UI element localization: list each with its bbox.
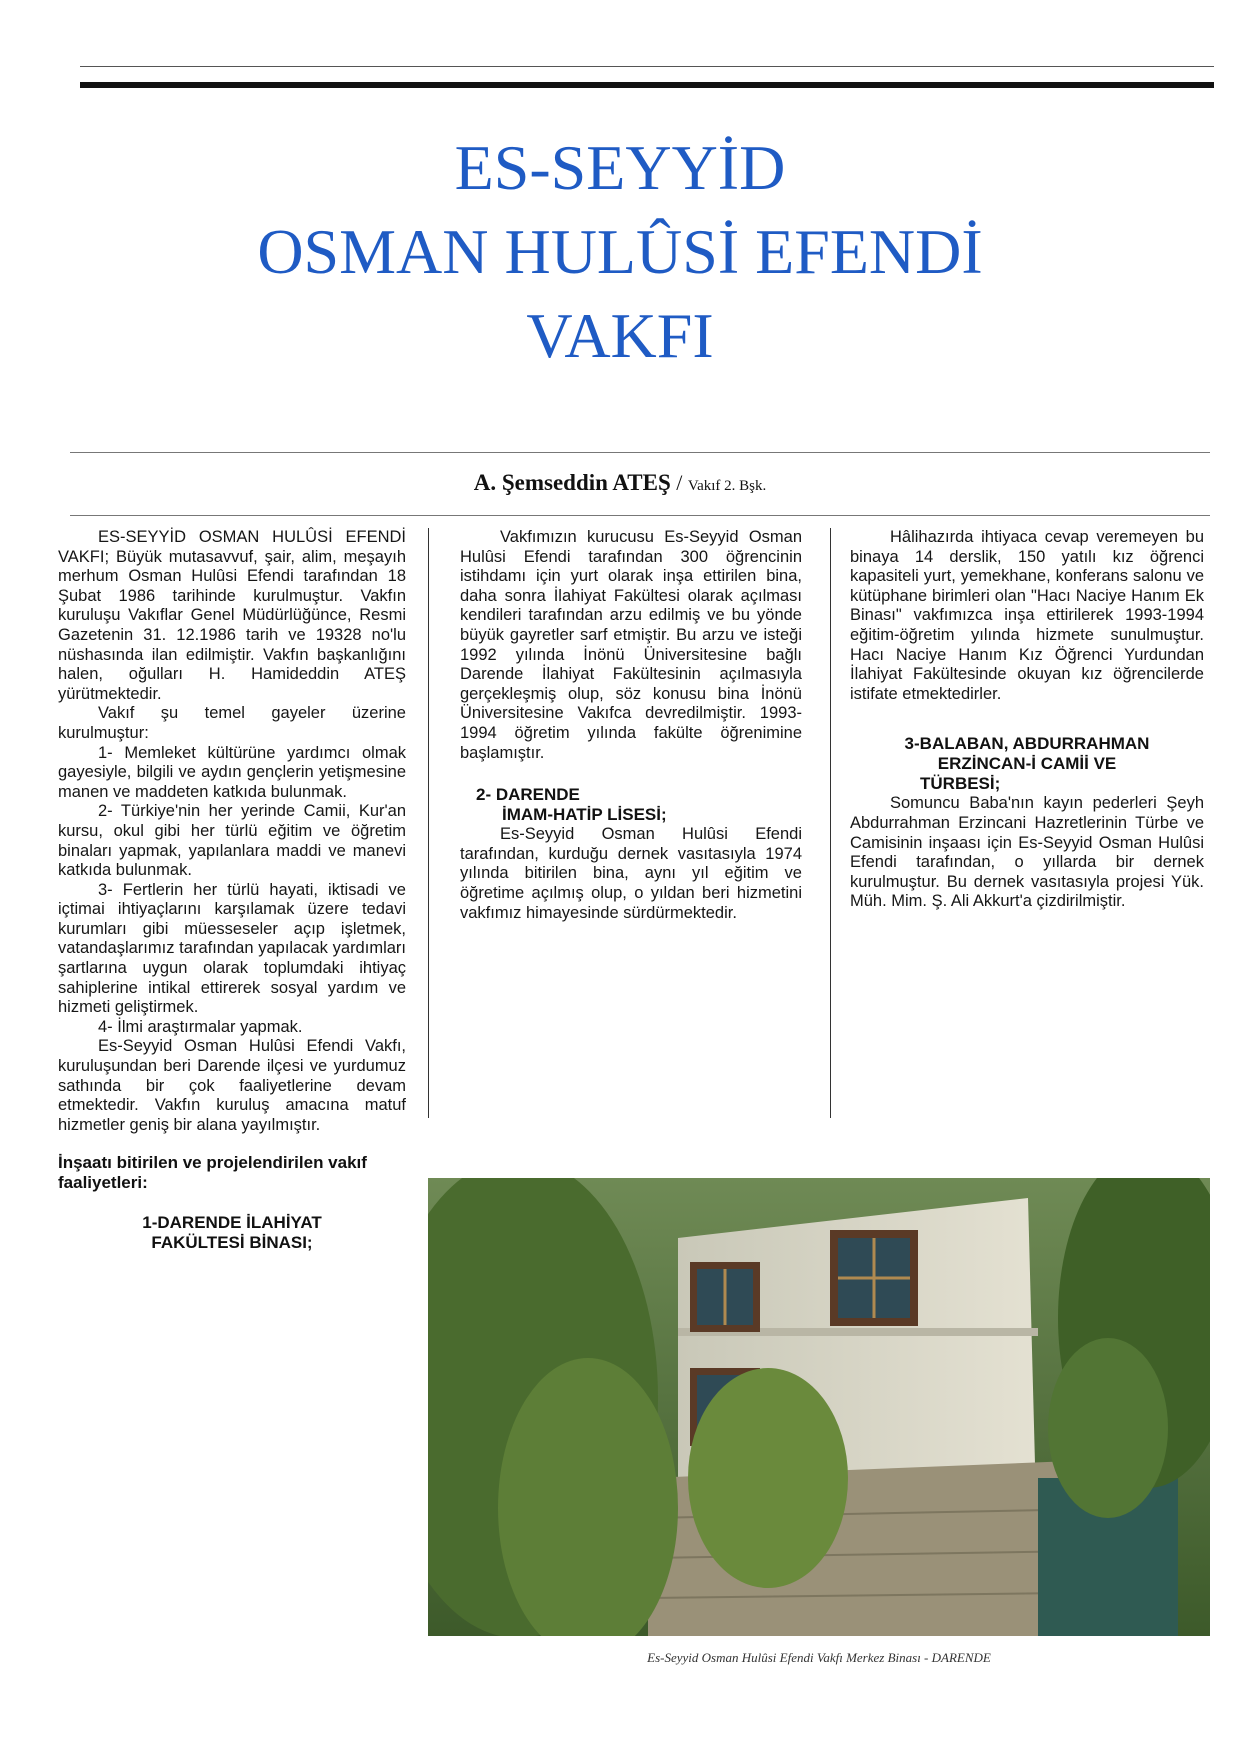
col3-heading-3: TÜRBESİ; <box>920 774 1001 794</box>
col3-heading-2: ERZİNCAN-İ CAMİİ VE <box>937 754 1117 774</box>
col1-heading-faculty-2: FAKÜLTESİ BİNASI; <box>151 1233 313 1253</box>
col1-paragraph: 1- Memleket kültürüne yardımcı olmak gayesiyle, bilgili ve aydın gençlerin yetişmesine manen ve maddeten katkıda bulunmak. <box>58 743 406 801</box>
column-1 <box>58 528 406 1253</box>
col2-heading-1: 2- DARENDE <box>476 785 580 805</box>
photo-caption: Es-Seyyid Osman Hulûsi Efendi Vakfı Merkez Binası - DARENDE <box>647 1650 991 1665</box>
col1-paragraph: 3- Fertlerin her türlü hayati, iktisadi ve içtimai ihtiyaçlarını karşılamak üzere tedavi kurumları gibi müesseseler açıp işletmek, vatandaşlarımız tarafından yapılacak yardımları şartlarına uygun olarak toplumdaki ihtiyaç sahiplerine intikal ettirerek sosyal yardım ve hizmeti geliştirmek. <box>58 880 406 1017</box>
title-line-1: ES-SEYYİD <box>454 132 786 203</box>
col2-paragraph: Vakfımızın kurucusu Es-Seyyid Osman Hulûsi Efendi tarafından 300 öğrencinin istihdamı için yurt olarak inşa ettirilen bina, daha sonra İlahiyat Fakültesi olarak açılması kendileri tarafından arzu edilmiş ve bu yönde büyük gayretler sarf etmiştir. Bu arzu ve isteği 1992 yılında İnönü Üniversitesine bağlı Darende İlahiyat Fakültesinin açılmasıyla gerçekleşmiş olup, söz konusu bina İnönü Üniversitesine Vakıfca devredilmiştir. 1993-1994 öğretim yılında fakülte öğrenimine başlamıştır. <box>460 528 802 762</box>
title-rule <box>70 452 1210 453</box>
author-name: A. Şemseddin ATEŞ <box>473 470 671 495</box>
col1-paragraph: Es-Seyyid Osman Hulûsi Efendi Vakfı, kuruluşundan beri Darende ilçesi ve yurdumuz sathında bir çok faaliyetlerine devam etmektedir. Vakfın kuruluş amacına matuf hizmetler geniş bir alana yayılmıştır. <box>58 1037 406 1134</box>
col3-paragraph: Hâlihazırda ihtiyaca cevap veremeyen bu binaya 14 derslik, 150 yatılı kız öğrenci kapasiteli yurt, yemekhane, konferans salonu ve kütüphane birimleri olan "Hacı Naciye Hanım Ek Binası" vakfımızca inşa ettirilerek 1993-1994 eğitim-öğretim yılında hizmete sunulmuştur. Hacı Naciye Hanım Kız Öğrenci Yurdundan İlahiyat Fakültesinde okuyan kız öğrencilerde istifate etmektedirler. <box>850 528 1204 703</box>
column-2 <box>460 528 802 923</box>
col1-paragraph: 2- Türkiye'nin her yerinde Camii, Kur'an kursu, okul gibi her türlü eğitim ve öğretim binaları yapmak, yapılanlara maddi ve manevi katkıda bulunmak. <box>58 802 406 880</box>
window-upper-left <box>690 1262 760 1332</box>
author-role: Vakıf 2. Bşk. <box>687 478 767 494</box>
byline <box>0 470 1240 496</box>
column-3 <box>850 528 1204 912</box>
col3-paragraph: Somuncu Baba'nın kayın pederleri Şeyh Abdurrahman Erzincani Hazretlerinin Türbe ve Camisinin inşaası için Es-Seyyid Osman Hulûsi Efendi tarafından, o yıllarda bir dernek kurulmuştur. Bu dernek vasıtasıyla projesi Yük. Müh. Mim. Ş. Ali Akkurt'a çizdirilmiştir. <box>850 794 1204 911</box>
tree-middle <box>688 1368 848 1588</box>
col1-paragraph: ES-SEYYİD OSMAN HULÛSİ EFENDİ VAKFI; Büyük mutasavvuf, şair, alim, meşayıh merhum Osman Hulûsi Efendi tarafından 18 Şubat 1986 tarihinde kurulmuştur. Vakfın kuruluşu Vakıflar Genel Müdürlüğünce, Resmi Gazetenin 31. 12.1986 tarih ve 19328 no'lu nüshasında ilan edilmiştir. Vakfın başkanlığını halen, oğulları H. Hamideddin ATEŞ yürütmektedir. <box>58 528 406 703</box>
window-upper-right <box>830 1230 918 1326</box>
top-rule-thick <box>80 82 1214 88</box>
col1-heading-activities: İnşaatı bitirilen ve projelendirilen vakıf faaliyetleri: <box>58 1153 367 1193</box>
col1-paragraph: 4- İlmi araştırmalar yapmak. <box>98 1017 303 1036</box>
column-divider-2 <box>830 528 831 1118</box>
building-photo <box>428 1178 1210 1636</box>
byline-separator: / <box>670 470 688 495</box>
col2-heading-2: İMAM-HATİP LİSESİ; <box>502 805 667 825</box>
tree-right-front <box>1048 1338 1168 1518</box>
top-rule-thin <box>80 66 1214 67</box>
title-line-2: OSMAN HULÛSİ EFENDİ <box>257 216 983 287</box>
col1-heading-faculty-1: 1-DARENDE İLAHİYAT <box>142 1213 322 1233</box>
col3-heading-1: 3-BALABAN, ABDURRAHMAN <box>904 734 1150 754</box>
col2-paragraph: Es-Seyyid Osman Hulûsi Efendi tarafından, kurduğu dernek vasıtasıyla 1974 yılında bitirilen bina, aynı yıl eğitim ve öğretime açılmış olup, o yıldan beri hizmetini vakfımız himayesinde sürdürmektedir. <box>460 825 802 922</box>
building-illustration <box>428 1178 1210 1636</box>
column-divider-1 <box>428 528 429 1118</box>
col1-paragraph: Vakıf şu temel gayeler üzerine kurulmuştur: <box>58 704 406 742</box>
title-line-3: VAKFI <box>526 300 714 371</box>
byline-rule <box>70 515 1210 516</box>
